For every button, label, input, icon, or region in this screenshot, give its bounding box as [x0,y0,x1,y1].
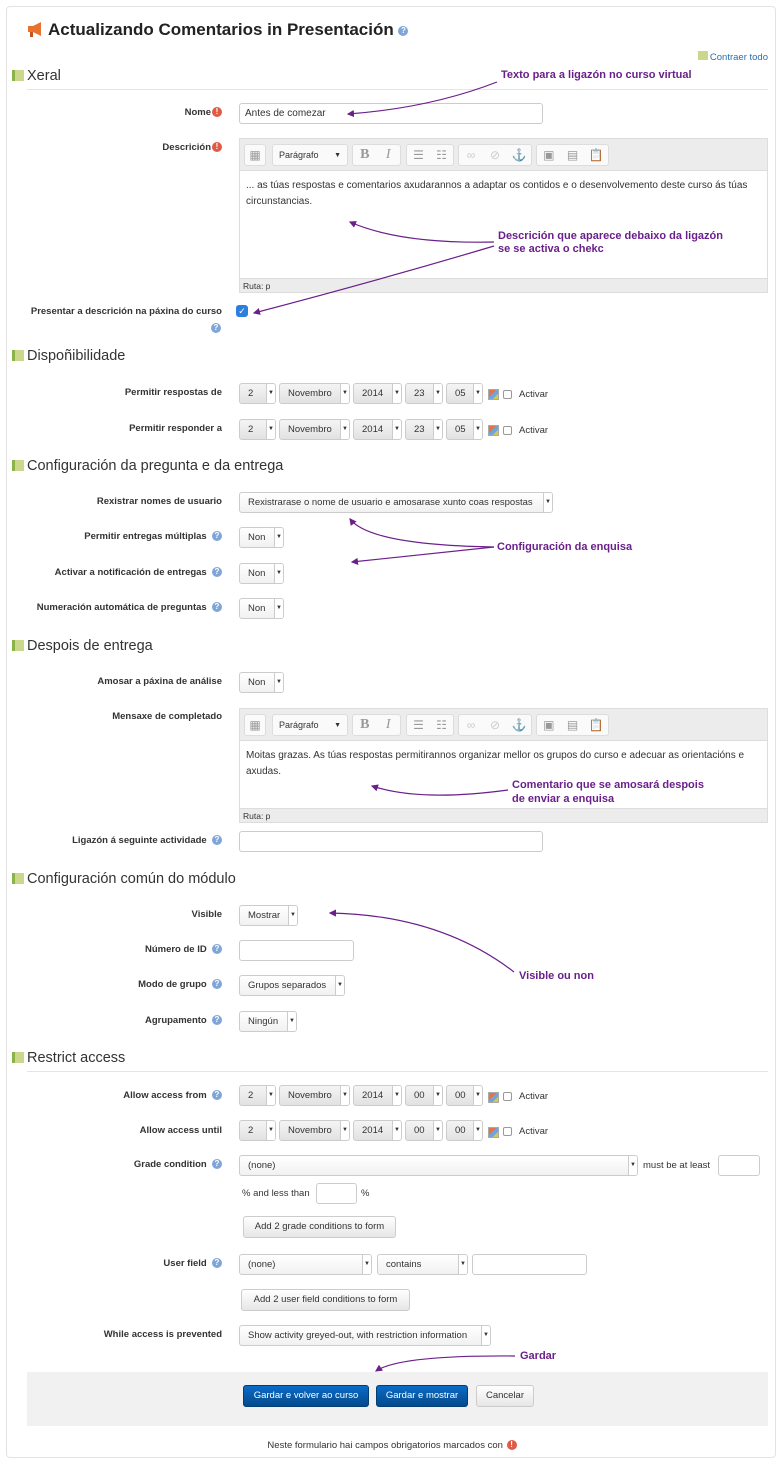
name-input[interactable]: Antes de comezar [239,103,543,124]
close-date-label: Permitir responder a [129,423,222,434]
media-icon[interactable]: ▤ [566,718,579,732]
visible-label: Visible [191,909,222,920]
help-icon[interactable]: ? [212,979,222,989]
format-value: Parágrafo [279,720,319,730]
help-icon[interactable]: ? [212,567,222,577]
media-icon[interactable]: ▤ [566,148,579,162]
hour-select[interactable]: 23 ▼ [405,383,443,404]
show-description-label: Presentar a descrición na páxina do curso [30,306,222,317]
annotation-text: Configuración da enquisa [497,541,633,553]
help-icon[interactable]: ? [211,323,221,333]
completion-message-label: Mensaxe de completado [112,711,222,722]
page-title-text: Actualizando Comentarios in Presentación [48,20,394,39]
paste-icon[interactable]: 📋 [588,718,604,732]
description-text[interactable]: ... as túas respostas e comentarios axudarannos a adaptar os contidos e o desenvolvemento deste curso ás túas circunstancias. [246,180,748,207]
numbered-list-icon[interactable]: ☷ [436,148,447,162]
month-select[interactable]: Novembro ▼ [279,419,350,440]
section-title[interactable]: Configuración común do módulo [27,871,236,887]
format-select[interactable]: Parágrafo ▼ [272,144,348,166]
unlink-icon[interactable]: ⊘ [489,148,501,162]
required-fields-note: Neste formulario hai campos obrigatorios marcados con ! [0,1439,784,1453]
cancel-button[interactable]: Cancelar [476,1385,534,1407]
paste-icon[interactable]: 📋 [588,148,604,162]
record-usernames-label: Rexistrar nomes de usuario [96,496,222,507]
user-field-label: User field ? [163,1257,222,1271]
month-select[interactable]: Novembro ▼ [279,1120,350,1141]
day-select[interactable]: 2 ▼ [239,419,276,440]
notification-label: Activar a notificación de entregas ? [55,566,222,580]
year-select[interactable]: 2014 ▼ [353,383,402,404]
less-than-text: % and less than [242,1188,310,1199]
required-icon: ! [212,142,222,152]
help-icon[interactable]: ? [212,835,222,845]
percent-text: % [361,1188,370,1199]
allow-until-label: Allow access until [139,1125,222,1136]
required-icon: ! [507,1440,517,1450]
link-icon[interactable]: ∞ [466,148,476,162]
user-field-select[interactable]: (none) ▼ [239,1254,372,1275]
add-user-field-conditions-button[interactable]: Add 2 user field conditions to form [241,1289,410,1311]
unlink-icon[interactable]: ⊘ [489,718,501,732]
hour-select[interactable]: 00 ▼ [405,1085,443,1106]
month-select[interactable]: Novembro ▼ [279,1085,350,1106]
minute-select[interactable]: 05 ▼ [446,383,483,404]
add-grade-conditions-button[interactable]: Add 2 grade conditions to form [243,1216,396,1238]
format-select[interactable]: Parágrafo ▼ [272,714,348,736]
italic-icon[interactable]: I [385,147,391,162]
minute-select[interactable]: 00 ▼ [446,1120,483,1141]
format-value: Parágrafo [279,150,319,160]
day-select[interactable]: 2 ▼ [239,383,276,404]
label-text: Nome [184,107,211,118]
section-title[interactable]: Despois de entrega [27,638,153,654]
completion-message-text[interactable]: Moitas grazas. As túas respostas permitirannos organizar mellor os grupos do curso e adecuar as orientacións e axudas. [246,750,745,777]
bullet-list-icon[interactable]: ☰ [413,718,424,732]
anchor-icon[interactable]: ⚓ [511,718,527,732]
annotation-arrow [372,786,508,795]
grade-condition-label: Grade condition ? [134,1158,222,1172]
day-select[interactable]: 2 ▼ [239,1085,276,1106]
annotation-text: Comentario que se amosará despois [512,779,704,791]
anchor-icon[interactable]: ⚓ [511,148,527,162]
hour-select[interactable]: 23 ▼ [405,419,443,440]
record-usernames-select[interactable]: Rexistrarase o nome de usuario e amosarase xunto coas respostas ▼ [239,492,553,513]
operator-select[interactable]: contains ▼ [377,1254,468,1275]
allow-from-label: Allow access from ? [123,1089,222,1103]
bold-icon[interactable]: B [360,717,370,732]
minute-select[interactable]: 00 ▼ [446,1085,483,1106]
help-icon[interactable]: ? [212,1258,222,1268]
year-select[interactable]: 2014 ▼ [353,1120,402,1141]
section-title[interactable]: Configuración da pregunta e da entrega [27,458,284,474]
next-activity-label: Ligazón á seguinte actividade ? [72,834,222,848]
open-date-label: Permitir respostas de [124,387,222,398]
image-icon[interactable]: ▣ [543,148,555,162]
image-icon[interactable]: ▣ [543,718,555,732]
annotation-arrow [350,519,494,547]
group-mode-label: Modo de grupo ? [138,978,222,992]
show-description-checkbox[interactable]: ✓ [236,305,248,317]
annotation-arrow [350,222,494,242]
annotation-text: Descrición que aparece debaixo da ligazón [498,230,723,242]
visible-select[interactable]: Mostrar ▼ [239,905,298,926]
auto-numbering-select[interactable]: Non ▼ [239,598,284,619]
toolbar-toggle-icon[interactable]: ▦ [244,144,266,166]
access-prevented-select[interactable]: Show activity greyed-out, with restriction information ▼ [239,1325,491,1346]
section-title[interactable]: Dispoñibilidade [27,348,126,364]
bullet-list-icon[interactable]: ☰ [413,148,424,162]
grouping-label: Agrupamento ? [145,1014,222,1028]
annotation-arrow [352,547,494,562]
toolbar-toggle-icon[interactable]: ▦ [244,714,266,736]
bold-icon[interactable]: B [360,147,370,162]
save-and-display-button[interactable]: Gardar e mostrar [376,1385,468,1407]
section-title[interactable]: Xeral [27,68,61,84]
help-icon[interactable]: ? [212,1090,222,1100]
annotation-text: Gardar [520,1350,557,1362]
grade-item-select[interactable]: (none) ▼ [239,1155,638,1176]
help-icon[interactable]: ? [212,944,222,954]
italic-icon[interactable]: I [385,717,391,732]
numbered-list-icon[interactable]: ☷ [436,718,447,732]
enable-label: Activar [519,1126,549,1137]
grouping-select[interactable]: Ningún ▼ [239,1011,297,1032]
id-number-label: Número de ID ? [145,943,222,957]
help-icon[interactable]: ? [398,26,408,36]
year-select[interactable]: 2014 ▼ [353,1085,402,1106]
annotation-arrow [348,82,497,114]
analysis-page-select[interactable]: Non ▼ [239,672,284,693]
enable-label: Activar [519,389,549,400]
hour-select[interactable]: 00 ▼ [405,1120,443,1141]
multiple-submissions-label: Permitir entregas múltiplas ? [84,530,222,544]
annotation-text: Texto para a ligazón no curso virtual [501,69,692,81]
annotation-text: de enviar a enquisa [512,793,615,805]
enable-label: Activar [519,425,549,436]
help-icon[interactable]: ? [212,531,222,541]
section-title[interactable]: Restrict access [27,1050,126,1066]
year-select[interactable]: 2014 ▼ [353,419,402,440]
help-icon[interactable]: ? [212,1159,222,1169]
annotation-text: Visible ou non [519,970,594,982]
collapse-all-text[interactable]: Contraer todo [709,52,768,63]
minute-select[interactable]: 05 ▼ [446,419,483,440]
enable-label: Activar [519,1091,549,1102]
label-text: Descrición [162,142,211,153]
auto-numbering-label: Numeración automática de preguntas ? [37,601,222,615]
day-select[interactable]: 2 ▼ [239,1120,276,1141]
required-icon: ! [212,107,222,117]
link-icon[interactable]: ∞ [466,718,476,732]
annotation-arrow [254,246,494,313]
annotation-arrow [330,913,514,972]
editor-path: Ruta: p [240,808,767,822]
annotation-arrow [376,1356,515,1371]
group-mode-select[interactable]: Grupos separados ▼ [239,975,345,996]
save-and-return-button[interactable]: Gardar e volver ao curso [243,1385,369,1407]
access-prevented-label: While access is prevented [103,1329,222,1340]
editor-path: Ruta: p [240,278,767,292]
must-be-text: must be at least [643,1160,711,1171]
notification-select[interactable]: Non ▼ [239,563,284,584]
multiple-submissions-select[interactable]: Non ▼ [239,527,284,548]
help-icon[interactable]: ? [212,602,222,612]
month-select[interactable]: Novembro ▼ [279,383,350,404]
analysis-page-label: Amosar a páxina de análise [97,676,222,687]
annotation-text: se se activa o chekc [498,243,604,255]
help-icon[interactable]: ? [212,1015,222,1025]
